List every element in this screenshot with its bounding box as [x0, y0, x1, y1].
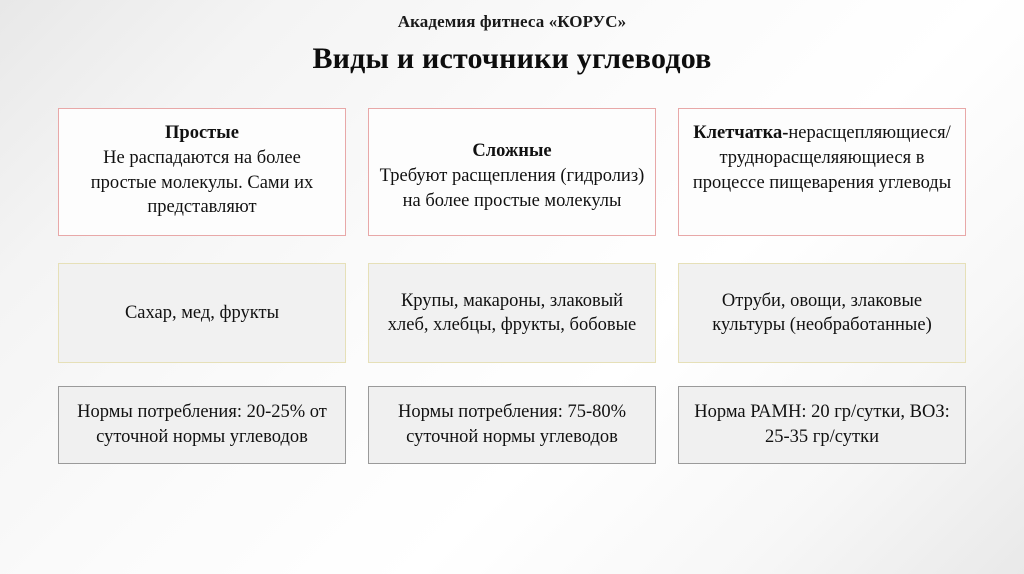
sources-cell-simple [58, 263, 346, 363]
norms-text-simple: Нормы потребления: 20-25% от суточной нормы углеводов [77, 402, 327, 447]
page-title: Виды и источники углеводов [312, 42, 712, 75]
sources-cell-fiber [678, 263, 966, 363]
sources-row [0, 263, 1024, 363]
definition-cell-complex [368, 108, 656, 236]
norms-row [0, 386, 1024, 464]
definition-cell-fiber [678, 108, 966, 236]
definitions-row [0, 108, 1024, 236]
definition-heading-simple: Простые [165, 123, 239, 143]
sources-text-complex: Крупы, макароны, злаковый хлеб, хлебцы, фрукты, бобовые [387, 290, 637, 335]
norms-cell-complex [368, 386, 656, 464]
norms-text-complex: Нормы потребления: 75-80% суточной нормы углеводов [397, 402, 627, 447]
definition-text-simple: Не распадаются на более простые молекулы. Сами их представляют [90, 148, 314, 218]
brand-line: Академия фитнеса «КОРУС» [397, 12, 627, 31]
norms-cell-fiber [678, 386, 966, 464]
norms-text-fiber: Норма РАМН: 20 гр/сутки, ВОЗ: 25-35 гр/сутки [694, 402, 950, 447]
definition-text-fiber: нерасщепляющиеся/труднорасщеляяющиеся в процессе пищеварения углеводы [692, 123, 952, 193]
sources-cell-complex [368, 263, 656, 363]
definition-heading-fiber: Клетчатка- [693, 123, 789, 143]
sources-text-simple: Сахар, мед, фрукты [124, 302, 280, 323]
definition-cell-simple [58, 108, 346, 236]
norms-cell-simple [58, 386, 346, 464]
sources-text-fiber: Отруби, овощи, злаковые культуры (необработанные) [712, 290, 932, 335]
definition-heading-complex: Сложные [472, 141, 552, 161]
definition-text-complex: Требуют расщепления (гидролиз) на более простые молекулы [379, 166, 645, 211]
content-grid [0, 108, 1024, 464]
